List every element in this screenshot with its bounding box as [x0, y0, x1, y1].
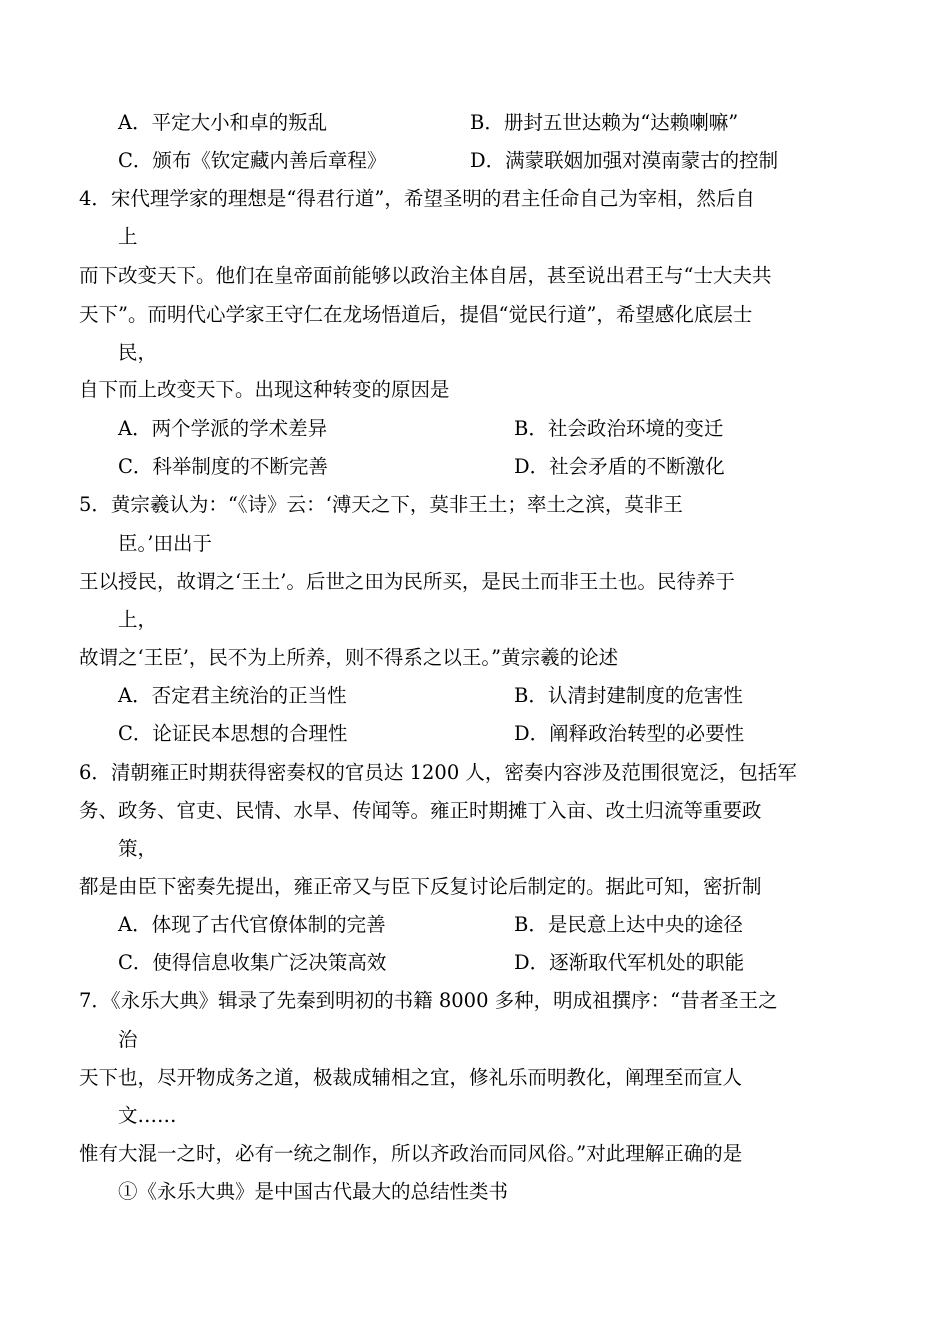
- q4-stem-line-1: 4．宋代理学家的理想是“得君行道”，希望圣明的君主任命自己为宰相，然后自: [79, 187, 755, 210]
- q5-stem-line-1: 5．黄宗羲认为：“《诗》云：‘溥天之下，莫非王土；率土之滨，莫非王: [79, 493, 683, 516]
- q5-stem-line-4: 上，: [118, 608, 158, 631]
- q7-stem-line-1: 7．《永乐大典》辑录了先秦到明初的书籍 8000 多种，明成祖撰序：“昔者圣王之: [79, 989, 778, 1012]
- q5-option-b: B．认清封建制度的危害性: [514, 684, 743, 707]
- q6-option-c: C．使得信息收集广泛决策高效: [118, 951, 387, 974]
- q4-option-c: C．科举制度的不断完善: [118, 455, 328, 478]
- q7-stem-line-3: 天下也，尽开物成务之道，极裁成辅相之宜，修礼乐而明教化，阐理至而宣人: [79, 1066, 743, 1089]
- q7-stem-line-2: 治: [118, 1028, 138, 1051]
- q5-stem-line-2: 臣。’田出于: [118, 532, 212, 555]
- q4-stem-line-6: 自下而上改变天下。出现这种转变的原因是: [79, 378, 450, 401]
- q4-option-a: A．两个学派的学术差异: [118, 417, 328, 440]
- q4-option-d: D．社会矛盾的不断激化: [514, 455, 725, 478]
- q6-option-d: D．逐渐取代军机处的职能: [514, 951, 745, 974]
- q4-stem-line-5: 民，: [118, 341, 158, 364]
- q4-stem-line-2: 上: [118, 225, 138, 248]
- q4-stem-line-3: 而下改变天下。他们在皇帝面前能够以政治主体自居，甚至说出君王与“士大夫共: [79, 264, 772, 287]
- q3-option-b: B．册封五世达赖为“达赖喇嘛”: [470, 111, 739, 134]
- q3-option-a: A．平定大小和卓的叛乱: [118, 111, 328, 134]
- q6-option-b: B．是民意上达中央的途径: [514, 913, 743, 936]
- q6-stem-line-2: 务、政务、官吏、民情、水旱、传闻等。雍正时期摊丁入亩、改土归流等重要政: [79, 799, 762, 822]
- q3-option-d: D．满蒙联姻加强对漠南蒙古的控制: [470, 149, 779, 172]
- q5-stem-line-3: 王以授民，故谓之‘王土’。后世之田为民所买，是民土而非王土也。民待养于: [79, 570, 735, 593]
- q4-stem-line-4: 天下”。而明代心学家王守仁在龙场悟道后，提倡“觉民行道”，希望感化底层士: [79, 303, 753, 326]
- q5-stem-line-5: 故谓之‘王臣’，民不为上所养，则不得系之以王。”黄宗羲的论述: [79, 646, 619, 669]
- q4-option-b: B．社会政治环境的变迁: [514, 417, 724, 440]
- q7-statement-1: ①《永乐大典》是中国古代最大的总结性类书: [118, 1180, 509, 1203]
- q5-option-a: A．否定君主统治的正当性: [118, 684, 347, 707]
- q5-option-c: C．论证民本思想的合理性: [118, 722, 348, 745]
- q6-stem-line-4: 都是由臣下密奏先提出，雍正帝又与臣下反复讨论后制定的。据此可知，密折制: [79, 875, 762, 898]
- q7-stem-line-5: 惟有大混一之时，必有一统之制作，所以齐政治而同风俗。”对此理解正确的是: [79, 1142, 743, 1165]
- q7-stem-line-4: 文……: [118, 1104, 177, 1127]
- q3-option-c: C．颁布《钦定藏内善后章程》: [118, 149, 387, 172]
- q6-option-a: A．体现了古代官僚体制的完善: [118, 913, 386, 936]
- q5-option-d: D．阐释政治转型的必要性: [514, 722, 745, 745]
- q6-stem-line-1: 6．清朝雍正时期获得密奏权的官员达 1200 人，密奏内容涉及范围很宽泛，包括军: [79, 761, 797, 784]
- q6-stem-line-3: 策，: [118, 837, 158, 860]
